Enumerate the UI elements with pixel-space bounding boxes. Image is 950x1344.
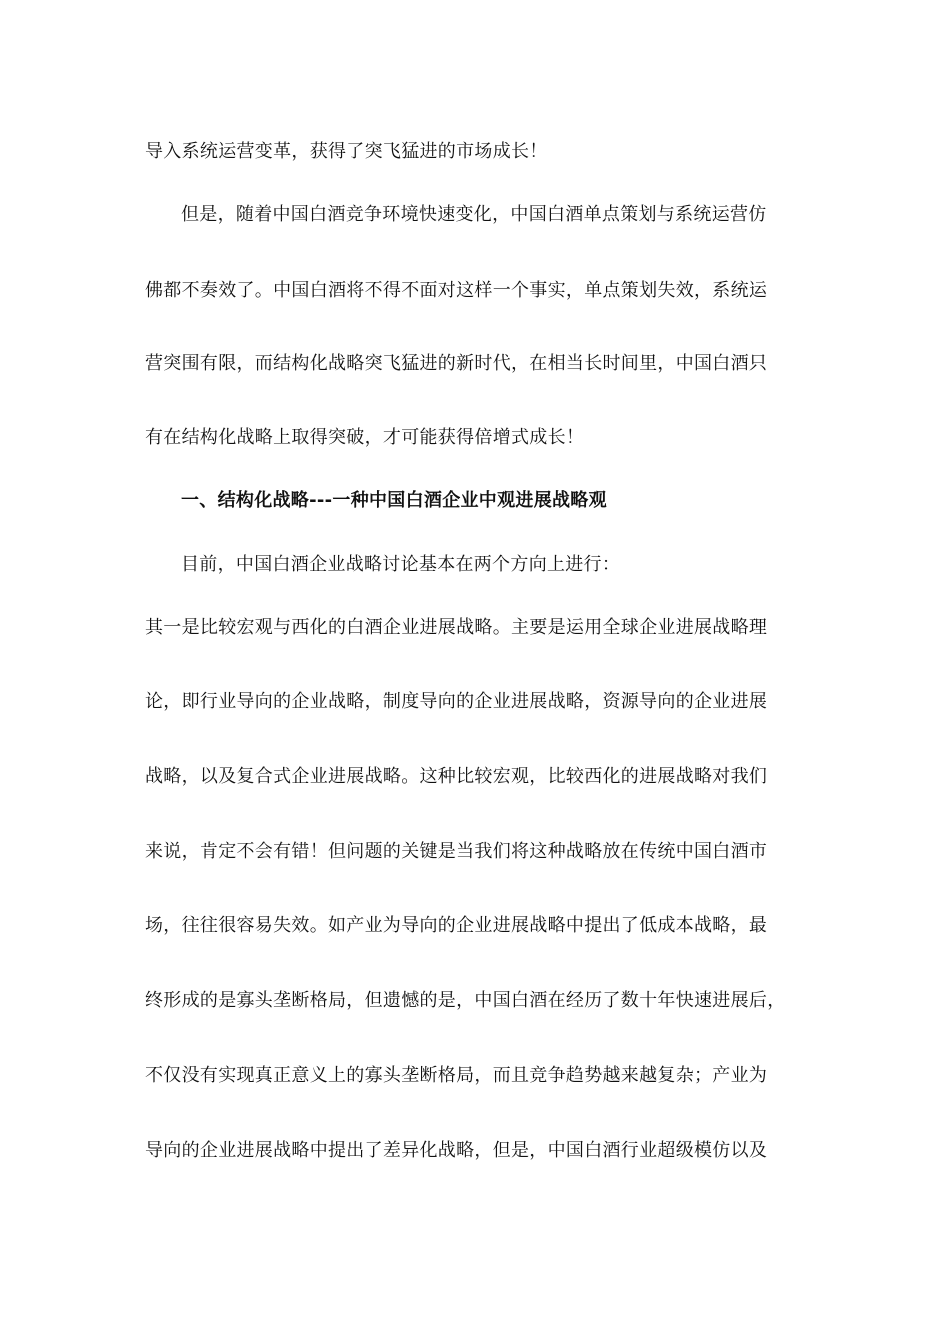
paragraph-line: 有在结构化战略上取得突破，才可能获得倍增式成长！ <box>145 427 585 448</box>
paragraph-line: 其一是比较宏观与西化的白酒企业进展战略。主要是运用全球企业进展战略理 <box>145 617 768 638</box>
paragraph-line: 场，往往很容易失效。如产业为导向的企业进展战略中提出了低成本战略，最 <box>145 915 768 936</box>
paragraph-line: 导入系统运营变革，获得了突飞猛进的市场成长！ <box>145 141 548 162</box>
paragraph-line: 目前，中国白酒企业战略讨论基本在两个方向上进行： <box>181 554 621 575</box>
paragraph-line: 战略，以及复合式企业进展战略。这种比较宏观，比较西化的进展战略对我们 <box>145 766 768 787</box>
paragraph-line: 导向的企业进展战略中提出了差异化战略，但是，中国白酒行业超级模仿以及 <box>145 1140 768 1161</box>
paragraph-line: 佛都不奏效了。中国白酒将不得不面对这样一个事实，单点策划失效，系统运 <box>145 280 768 301</box>
section-heading: 一、结构化战略---一种中国白酒企业中观进展战略观 <box>181 490 607 511</box>
paragraph-line: 论，即行业导向的企业战略，制度导向的企业进展战略，资源导向的企业进展 <box>145 691 768 712</box>
paragraph-line: 营突围有限，而结构化战略突飞猛进的新时代，在相当长时间里，中国白酒只 <box>145 353 768 374</box>
paragraph-line: 但是，随着中国白酒竞争环境快速变化，中国白酒单点策划与系统运营仿 <box>181 204 767 225</box>
paragraph-line: 终形成的是寡头垄断格局，但遗憾的是，中国白酒在经历了数十年快速进展后， <box>145 990 786 1011</box>
paragraph-line: 不仅没有实现真正意义上的寡头垄断格局，而且竞争趋势越来越复杂；产业为 <box>145 1065 768 1086</box>
paragraph-line: 来说，肯定不会有错！但问题的关键是当我们将这种战略放在传统中国白酒市 <box>145 841 768 862</box>
